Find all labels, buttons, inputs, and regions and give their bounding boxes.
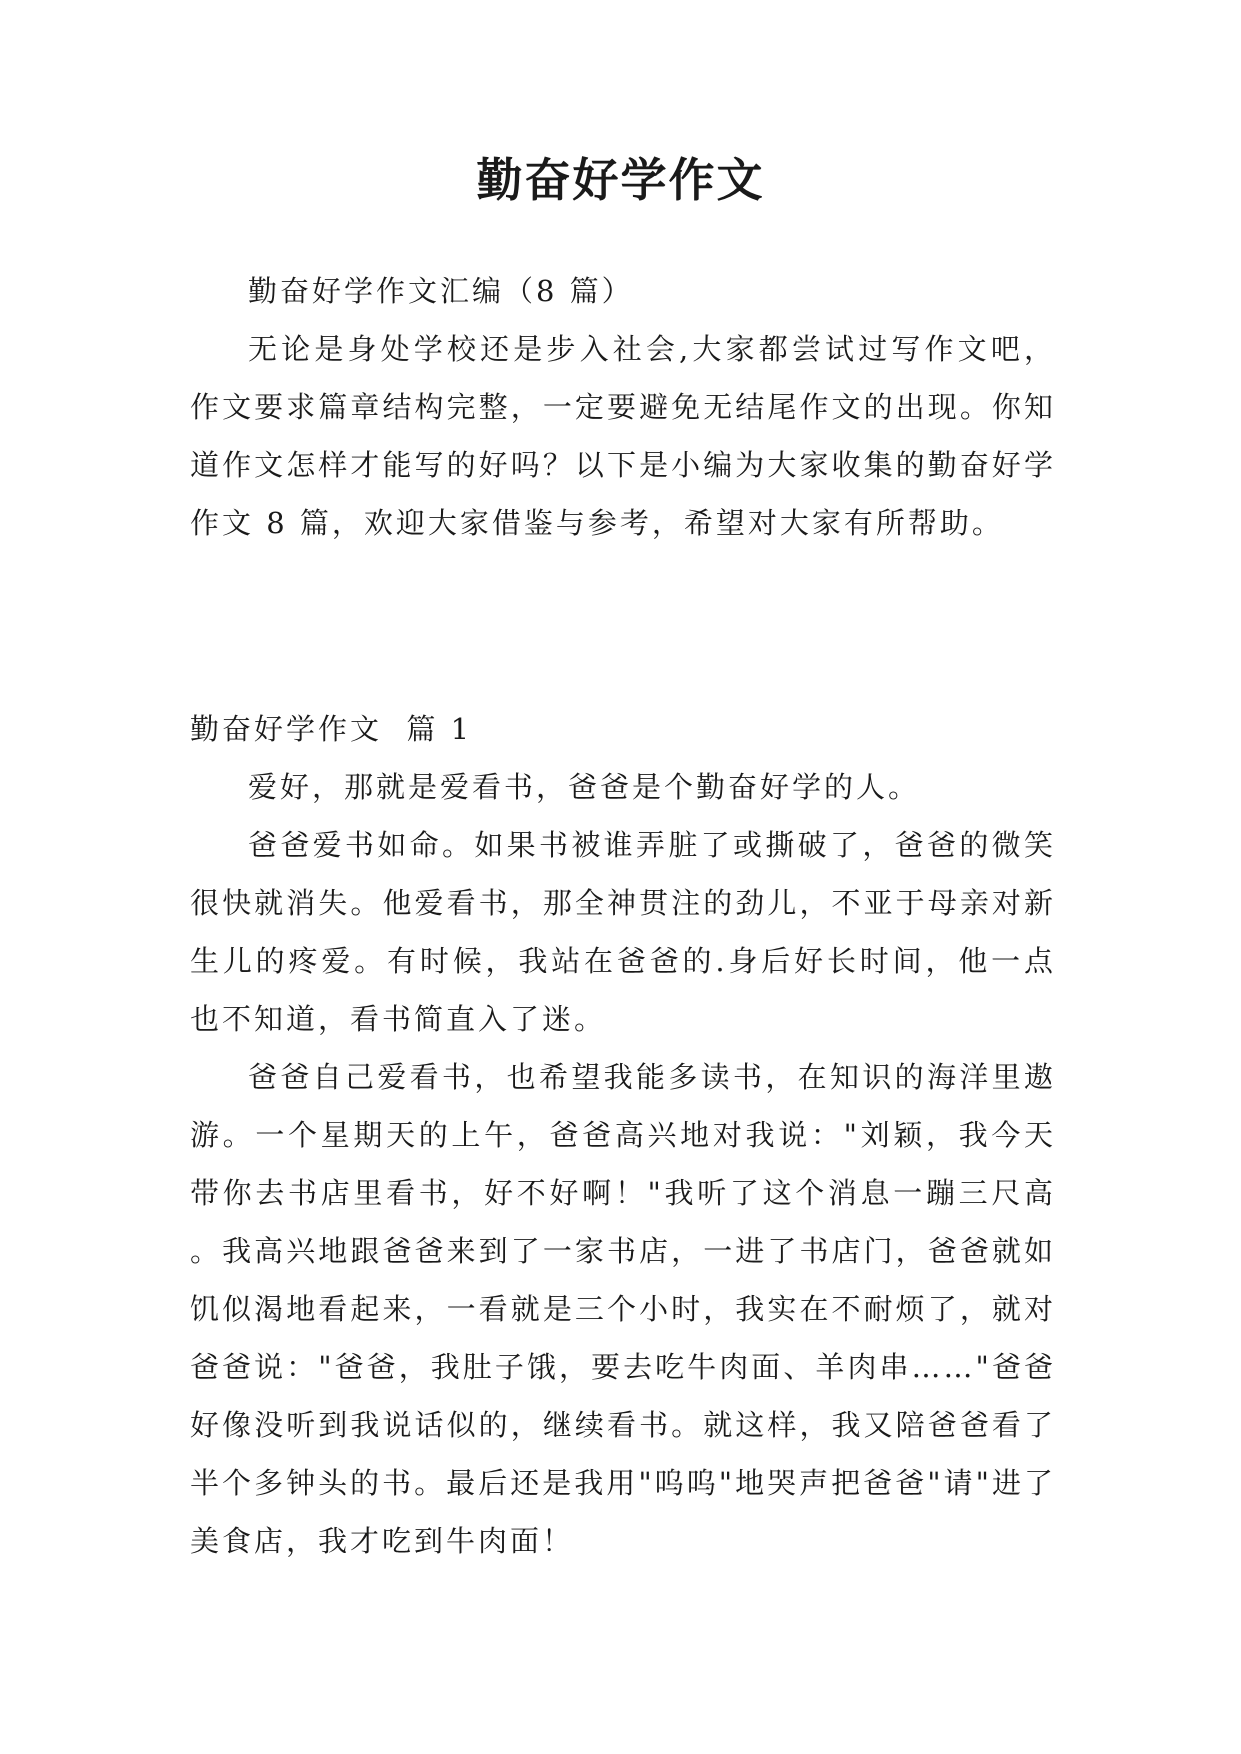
document-title: 勤奋好学作文 — [476, 153, 765, 207]
essay-paragraph: 爱好，那就是爱看书，爸爸是个勤奋好学的人。 — [248, 770, 921, 804]
intro-paragraph: 无论是身处学校还是步入社会,大家都尝试过写作文吧，作文要求篇章结构完整，一定要避免无结尾作文的出现。你知道作文怎样才能写的好吗？以下是小编为大家收集的勤奋好学作文 8 篇，欢迎大家借鉴与参考，希望对大家有所帮助。 — [190, 332, 1056, 540]
intro-block — [190, 262, 1056, 552]
section-heading: 勤奋好学作文 篇 1 — [190, 712, 473, 746]
essay-section-1 — [190, 700, 1056, 1570]
document-subtitle: 勤奋好学作文汇编（8 篇） — [248, 274, 634, 308]
essay-paragraph: 爸爸爱书如命。如果书被谁弄脏了或撕破了，爸爸的微笑很快就消失。他爱看书，那全神贯注的劲儿，不亚于母亲对新生儿的疼爱。有时候，我站在爸爸的.身后好长时间，他一点也不知道，看书简直入了迷。 — [190, 828, 1056, 1036]
essay-paragraph: 爸爸自己爱看书，也希望我能多读书，在知识的海洋里遨游。一个星期天的上午，爸爸高兴地对我说："刘颖，我今天带你去书店里看书，好不好啊！"我听了这个消息一蹦三尺高。我高兴地跟爸爸来到了一家书店，一进了书店门，爸爸就如饥似渴地看起来，一看就是三个小时，我实在不耐烦了，就对爸爸说："爸爸，我肚子饿，要去吃牛肉面、羊肉串……"爸爸好像没听到我说话似的，继续看书。就这样，我又陪爸爸看了半个多钟头的书。最后还是我用"呜呜"地哭声把爸爸"请"进了美食店，我才吃到牛肉面！ — [190, 1060, 1056, 1558]
